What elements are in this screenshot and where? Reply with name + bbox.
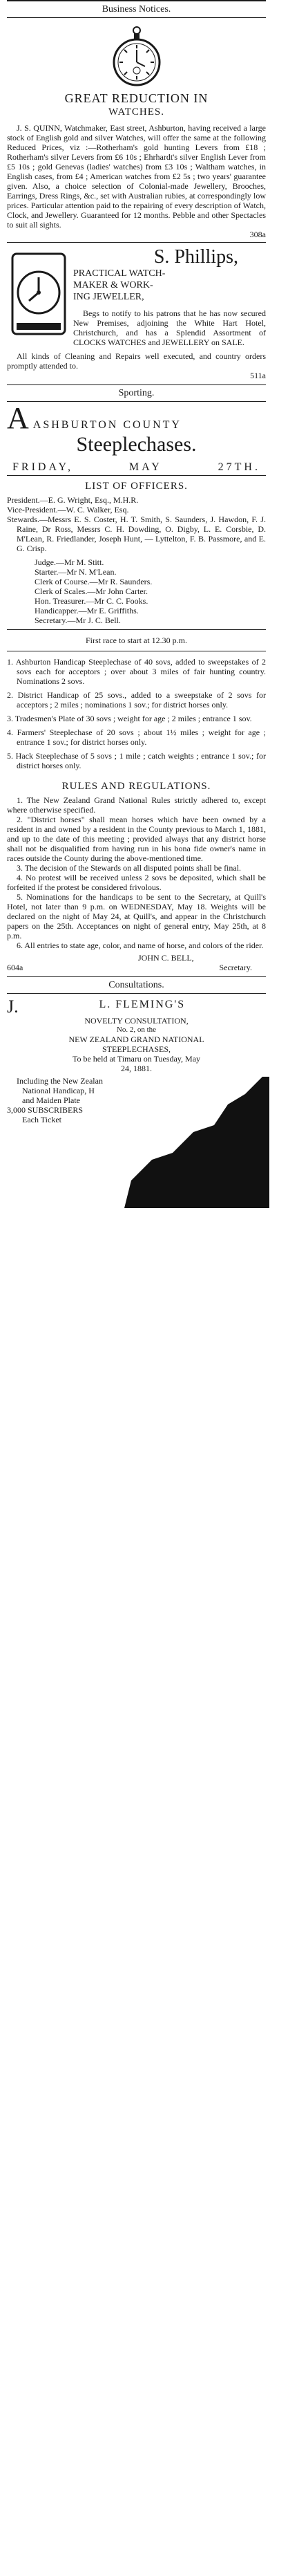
race-item: 4. Farmers' Steeplechase of 20 sovs ; about 1½ miles ; weight for age ; entrance 1 sov.; for district horses only. — [7, 728, 266, 747]
section-heading-consultations: Consultations. — [108, 980, 164, 990]
officers-heading: LIST OF OFFICERS. — [85, 481, 188, 492]
steeple-title: Steeplechases. — [76, 433, 197, 456]
rule-item: 5. Nominations for the handicaps to be sent to the Secretary, at Quill's Hotel, not later than 9 p.m. on WEDNESDAY, May 18. Weights will be declared on the night of May 24, at Quill's, and appear in the Christchurch papers on the 25th. Acceptances on night of general entry, May 25th, at 8 p.m. — [7, 892, 266, 940]
fleming-name: L. FLEMING'S — [99, 999, 186, 1010]
county-line: ASHBURTON COUNTY — [32, 419, 182, 431]
officer-line: Vice-President.—W. C. Walker, Esq. — [7, 505, 129, 515]
pocket-watch-icon — [113, 25, 161, 89]
rule-item: 6. All entries to state age, color, and name of horse, and colors of the rider. — [17, 940, 264, 950]
signer-name: JOHN C. BELL, — [138, 953, 194, 963]
phillips-trade-3: ING JEWELLER, — [73, 292, 144, 302]
quinn-subheadline: WATCHES. — [108, 106, 164, 118]
official-line: Clerk of Course.—Mr R. Saunders. — [35, 577, 153, 586]
fleming-line-5: To be held at Timaru on Tuesday, May — [72, 1054, 201, 1064]
fleming-fragment-1: Including the New Zealan — [17, 1076, 103, 1086]
phillips-trade-2: MAKER & WORK- — [73, 280, 153, 290]
race-item: 3. Tradesmen's Plate of 30 sovs ; weight for age ; 2 miles ; entrance 1 sov. — [7, 714, 252, 723]
quinn-body: J. S. QUINN, Watchmaker, East street, Ashburton, having received a large stock of English gold and silver Watches, will offer the same at the following Reduced Prices, viz :—Rotherham's gold hunting Levers from £18 ; Rotherham's silver Levers from £6 10s ; Ehrhardt's silver English Lever from £5 10s ; gold Genevas (ladies' watches) from £3 10s ; Waltham watches, in English cases, from £4 ; American watches from £2 5s ; two years' guarantee given. Also, a choice selection of Colonial-made Jewellery, Brooches, Earrings, Dress Rings, &c., set with Australian rubies, at correspondingly low prices. Particular attention paid to the repairing of every description of Watch, Clock, and Jewellery. Guaranteed for 12 months. Pebble and other Spectacles to suit all sights. — [7, 123, 266, 230]
phillips-body: Begs to notify to his patrons that he has now secured New Premises, adjoining the White Hart Hotel, Christchurch, and has a Splendid Assortment of CLOCKS WATCHES and JEWELLERY on SALE. — [73, 308, 266, 347]
first-race-note: First race to start at 12.30 p.m. — [86, 636, 187, 645]
officials-list — [7, 553, 266, 629]
advert-column — [7, 0, 266, 1124]
quinn-ref: 308a — [249, 230, 266, 239]
rules-heading: RULES AND REGULATIONS. — [61, 781, 211, 792]
section-heading-sporting: Sporting. — [118, 388, 155, 398]
officer-line: Stewards.—Messrs E. S. Coster, H. T. Smith, S. Saunders, J. Hawdon, F. J. Raine, Dr Ross, Messrs C. H. Dowding, O. Digby, L. E. Corsbie, D. M'Lean, R. Friedlander, Joseph Hunt, — Lyttelton, F. B. Passmore, and E. G. Crisp. — [7, 515, 266, 553]
phillips-name: S. Phillips, — [153, 246, 238, 268]
race-item: 5. Hack Steeplechase of 5 sovs ; 1 mile ; catch weights ; entrance 1 sov.; for district horses only. — [7, 751, 266, 770]
phillips-body-2: All kinds of Cleaning and Repairs well executed, and country orders promptly attended to. — [7, 351, 266, 371]
fleming-fragment-3: and Maiden Plate — [22, 1095, 80, 1105]
fleming-line-3: NEW ZEALAND GRAND NATIONAL — [68, 1035, 204, 1044]
date-month: MAY — [128, 461, 162, 473]
torn-page-blot — [124, 1077, 269, 1208]
fleming-fragment-5: Each Ticket — [22, 1115, 61, 1124]
phillips-advert — [7, 243, 266, 380]
phillips-trade-1: PRACTICAL WATCH- — [73, 268, 166, 279]
race-item: 1. Ashburton Handicap Steeplechase of 40 sovs, added to sweepstakes of 2 sovs each for acceptors ; over about 3 miles of fair hunting country. Nominations 2 sovs. — [7, 657, 266, 686]
fleming-advert — [7, 994, 266, 1124]
rule-item: 4. No protest will be received unless 2 sovs be deposited, which shall be forfeited if the protest be considered frivolous. — [7, 873, 266, 892]
fleming-fragment-4: 3,000 SUBSCRIBERS — [7, 1105, 84, 1115]
fleming-line-1: NOVELTY CONSULTATION, — [84, 1016, 189, 1026]
official-line: Clerk of Scales.—Mr John Carter. — [35, 586, 148, 596]
dateline — [7, 457, 266, 475]
signer-title: Secretary. — [219, 963, 252, 972]
quinn-headline: GREAT REDUCTION IN — [64, 91, 209, 105]
rule-item: 1. The New Zealand Grand National Rules strictly adhered to, except where otherwise specified. — [7, 795, 266, 815]
rule-item: 2. "District horses" shall mean horses which have been owned by a resident in and owned by a resident in the County previous to March 1, 1881, and up to the date of this meeting ; provided always that any district horse shall not be disqualified from having run in his bona fide owner's name in races outside the County during the above-mentioned time. — [7, 815, 266, 863]
date-day: FRIDAY, — [12, 461, 74, 473]
steeple-ref: 604a — [7, 963, 23, 972]
fleming-line-4: STEEPLECHASES, — [102, 1044, 171, 1054]
fleming-line-6: 24, 1881. — [121, 1064, 152, 1073]
race-item: 2. District Handicap of 25 sovs., added to a sweepstake of 2 sovs for acceptors ; 2 miles ; nominations 1 sov.; for district horses only. — [7, 690, 266, 710]
quinn-advert — [7, 18, 266, 239]
fleming-initial: J. — [7, 997, 19, 1017]
official-line: Starter.—Mr N. M'Lean. — [35, 567, 117, 577]
race-list — [7, 651, 266, 770]
drop-cap-a: A — [7, 401, 29, 435]
section-heading-business: Business Notices. — [102, 4, 171, 15]
officer-line: President.—E. G. Wright, Esq., M.H.R. — [7, 495, 139, 505]
official-line: Handicapper.—Mr E. Griffiths. — [35, 606, 139, 615]
rule-item: 3. The decision of the Stewards on all disputed points shall be final. — [17, 863, 242, 873]
steeplechase-advert — [7, 402, 266, 972]
phillips-ref: 511a — [250, 371, 266, 380]
fleming-line-2: No. 2, on the — [116, 1026, 157, 1034]
clock-icon — [10, 251, 68, 337]
official-line: Hon. Treasurer.—Mr C. C. Fooks. — [35, 596, 148, 606]
official-line: Secretary.—Mr J. C. Bell. — [35, 615, 121, 625]
fleming-fragment-2: National Handicap, H — [22, 1086, 95, 1095]
signature-line — [7, 963, 266, 972]
official-line: Judge.—Mr M. Stitt. — [35, 557, 104, 567]
date-date: 27TH. — [218, 461, 260, 473]
